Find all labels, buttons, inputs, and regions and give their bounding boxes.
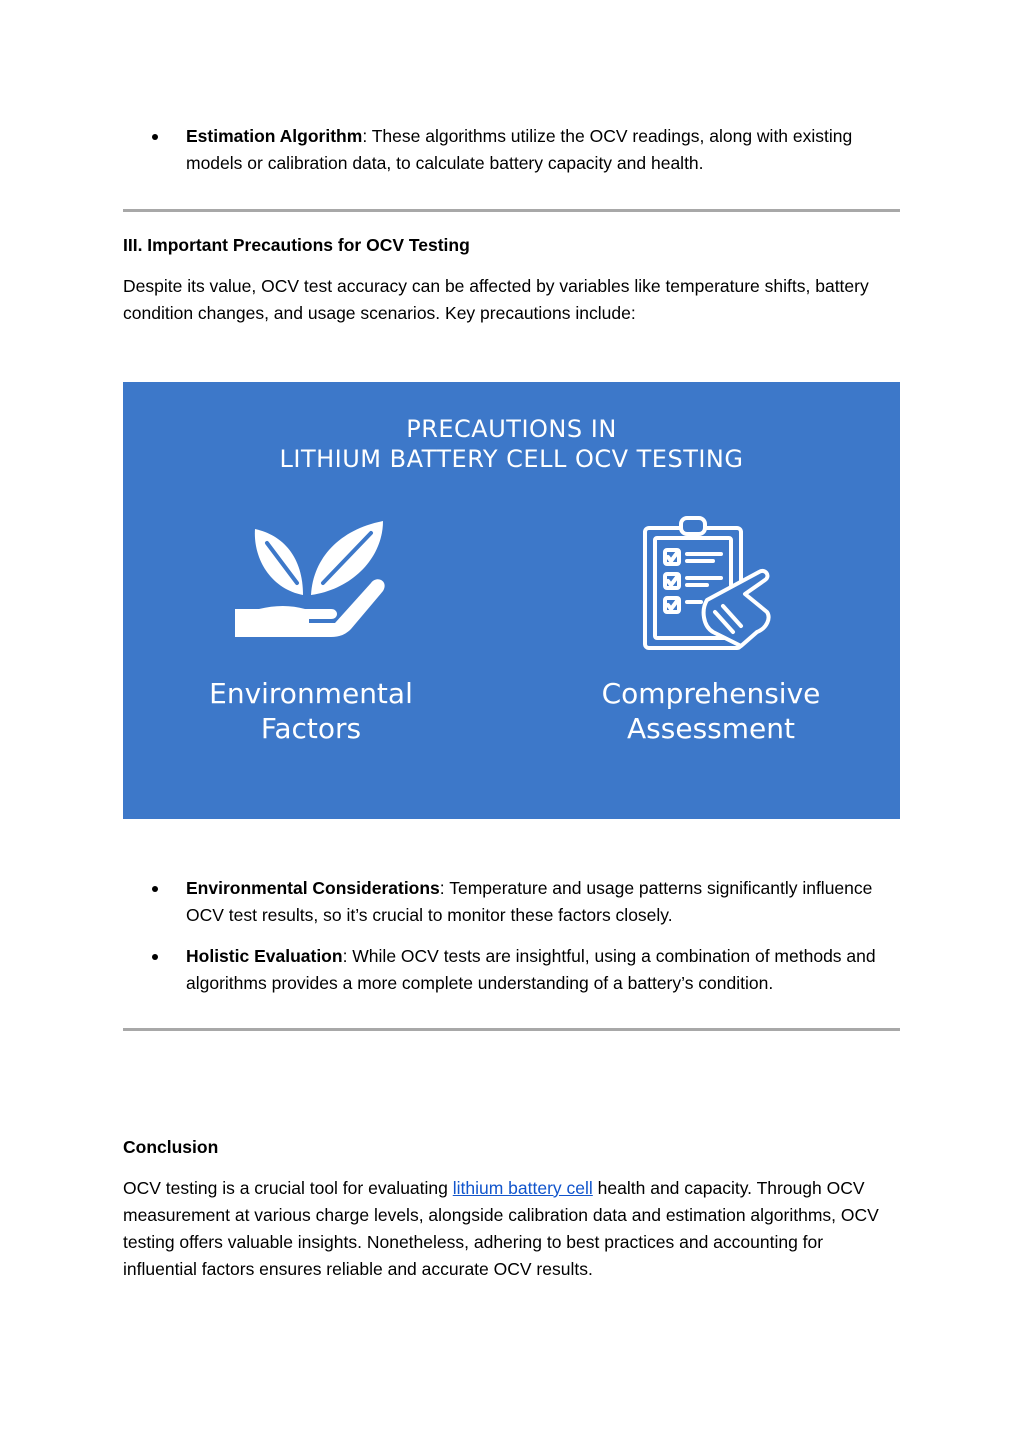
conclusion-text-end: health and capacity. Through OCV measurement at various charge levels, alongside calibration data and estimation algorithms, OCV testing offers valuable insights. Nonetheless, adhering to best practices and accounting for influential factors ensures reliable and accurate OCV results.	[123, 1178, 879, 1279]
list-item	[152, 123, 912, 179]
bullet-text	[186, 123, 906, 177]
environmental-factors-label	[161, 676, 461, 746]
banner-title-line2: LITHIUM BATTERY CELL OCV TESTING	[279, 445, 744, 473]
section-intro: Despite its value, OCV test accuracy can be affected by variables like temperature shifts, battery condition changes, and usage scenarios. Key precautions include:	[123, 276, 869, 323]
label-line: Assessment	[627, 712, 795, 745]
section-heading: III. Important Precautions for OCV Testing	[123, 235, 470, 255]
bullet-dot	[152, 954, 158, 960]
bullet-description: : These algorithms utilize the OCV readings, along with existing models or calibration data, to calculate battery capacity and health.	[186, 126, 853, 173]
precautions-banner	[123, 382, 900, 819]
bullet-term: Estimation Algorithm	[186, 126, 363, 146]
bullet-dot	[152, 134, 158, 140]
conclusion-text-start: OCV testing is a crucial tool for evaluating	[123, 1178, 453, 1198]
comprehensive-assessment-label	[561, 676, 861, 746]
divider	[123, 209, 900, 212]
divider	[123, 1028, 900, 1031]
lithium-battery-cell-link[interactable]: lithium battery cell	[452, 1178, 593, 1198]
bullet-text	[186, 943, 906, 997]
list-item	[152, 943, 912, 999]
label-line: Environmental	[209, 677, 413, 710]
clipboard-checklist-icon	[641, 514, 781, 654]
banner-title-line1: PRECAUTIONS IN	[406, 415, 617, 443]
bullet-term: Environmental Considerations	[186, 878, 440, 898]
bullet-description: : While OCV tests are insightful, using a combination of methods and algorithms provides a more complete understanding of a battery’s condition.	[186, 946, 876, 993]
label-line: Factors	[260, 712, 362, 745]
conclusion-heading: Conclusion	[123, 1137, 219, 1157]
bullet-description: : Temperature and usage patterns significantly influence OCV test results, so it’s crucial to monitor these factors closely.	[186, 878, 873, 925]
bullet-text	[186, 875, 906, 929]
list-item	[152, 875, 912, 931]
bullet-term: Holistic Evaluation	[186, 946, 343, 966]
bullet-dot	[152, 886, 158, 892]
label-line: Comprehensive	[601, 677, 821, 710]
hand-with-leaves-icon	[231, 517, 391, 647]
conclusion-paragraph	[123, 1175, 898, 1283]
